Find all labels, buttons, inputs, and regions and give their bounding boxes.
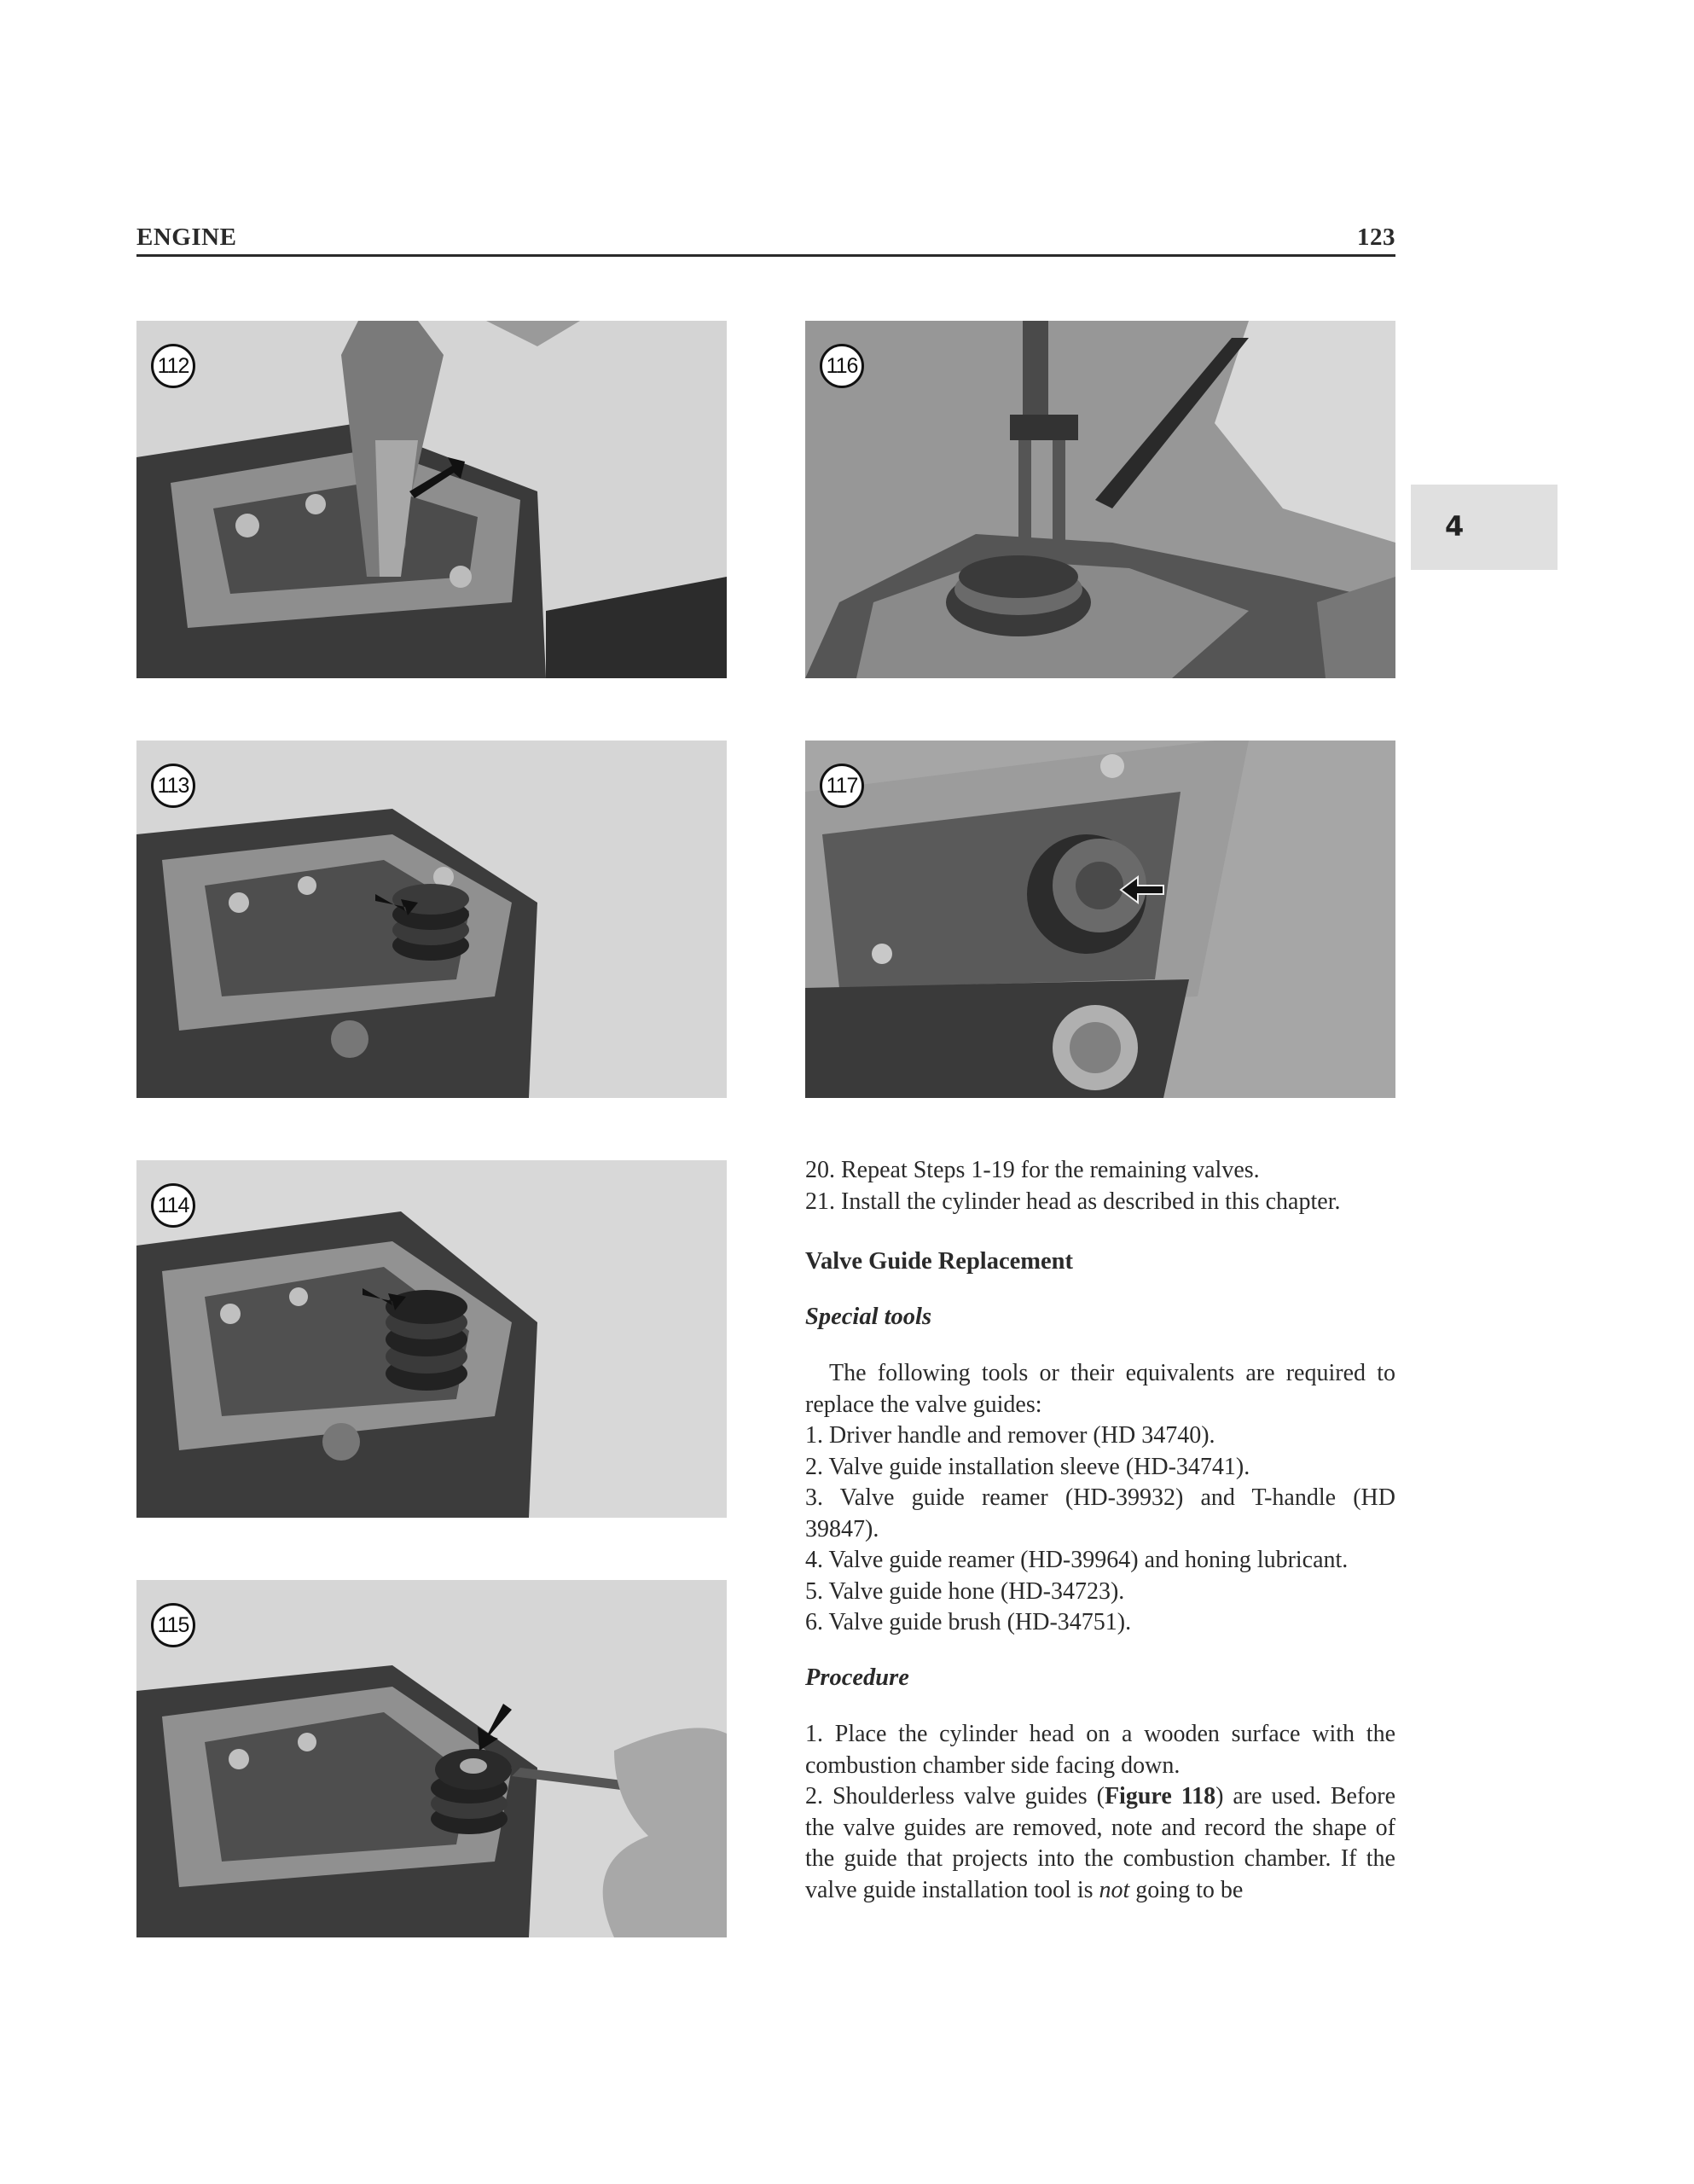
special-tools-heading: Special tools	[805, 1303, 932, 1330]
procedure-step-2	[805, 1781, 1395, 1906]
section-heading: Valve Guide Replacement	[805, 1248, 1074, 1275]
figure-number-112: 112	[151, 344, 195, 388]
running-header-section: ENGINE	[136, 224, 237, 251]
figure-number-116: 116	[820, 344, 864, 388]
procedure-step-2-text: 2. Shoulderless valve guides (	[805, 1783, 1105, 1809]
tools-intro: The following tools or their equivalents are required to replace the valve guides:	[805, 1360, 1395, 1418]
figure-112	[136, 321, 727, 678]
figure-112-photo	[136, 321, 727, 678]
procedure-step-2-text: going to be	[1129, 1876, 1244, 1903]
figure-114	[136, 1160, 727, 1518]
step-21: 21. Install the cylinder head as described in this chapter.	[805, 1188, 1341, 1215]
chapter-tab	[1411, 485, 1558, 570]
tool-item: 1. Driver handle and remover (HD 34740).	[805, 1422, 1215, 1449]
figure-118-reference: Figure 118	[1104, 1783, 1216, 1809]
tool-item: 6. Valve guide brush (HD-34751).	[805, 1609, 1132, 1635]
figure-117-photo	[805, 741, 1395, 1098]
figure-115-photo	[136, 1580, 727, 1937]
figure-number-117: 117	[820, 764, 864, 808]
step-20: 20. Repeat Steps 1-19 for the remaining valves.	[805, 1157, 1260, 1183]
figure-number-114: 114	[151, 1183, 195, 1228]
tool-item: 5. Valve guide hone (HD-34723).	[805, 1577, 1125, 1605]
figure-number-115: 115	[151, 1603, 195, 1647]
page-number: 123	[1357, 224, 1395, 251]
procedure-heading: Procedure	[805, 1664, 909, 1691]
tool-item: 2. Valve guide installation sleeve (HD-34741).	[805, 1453, 1250, 1480]
procedure-step-1: 1. Place the cylinder head on a wooden surface with the combustion chamber side facing down.	[805, 1721, 1395, 1779]
figure-117	[805, 741, 1395, 1098]
header-rule	[136, 254, 1395, 257]
figure-116-photo	[805, 321, 1395, 678]
figure-113-photo	[136, 741, 727, 1098]
emphasis-not: not	[1099, 1876, 1130, 1903]
figure-113	[136, 741, 727, 1098]
figure-number-113: 113	[151, 764, 195, 808]
procedure-step-2-text: ) are used. Before the valve guides are removed, note and record the shape of the guide that projects into the combustion chamber. If the valve guide installation tool is	[805, 1783, 1395, 1903]
figure-116	[805, 321, 1395, 678]
tool-item: 4. Valve guide reamer (HD-39964) and honing lubricant.	[805, 1547, 1349, 1573]
figure-114-photo	[136, 1160, 727, 1518]
body-text-column	[805, 1155, 1395, 1906]
tool-item: 3. Valve guide reamer (HD-39932) and T-handle (HD 39847).	[805, 1484, 1395, 1542]
figure-115	[136, 1580, 727, 1937]
chapter-tab-number: 4	[1445, 510, 1465, 543]
